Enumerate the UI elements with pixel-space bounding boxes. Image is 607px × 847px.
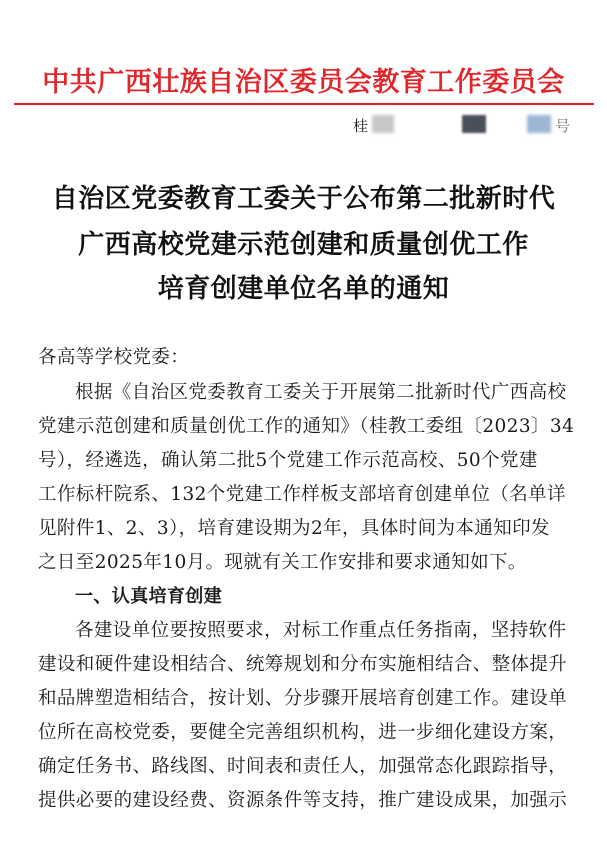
paragraph-line: 和品牌塑造相结合，按计划、分步骤开展培育创建工作。建设单 — [38, 688, 568, 709]
document-number — [0, 113, 607, 135]
salutation: 各高等学校党委： — [38, 347, 190, 368]
paragraph-line: 建设和硬件建设相结合、统筹规划和分布实施相结合、整体提升 — [38, 654, 568, 675]
paragraph-line: 工作标杆院系、132个党建工作样板支部培育创建单位（名单详 — [38, 484, 566, 505]
document-number-prefix: 桂 — [353, 117, 369, 135]
document-title-line: 培育创建单位名单的通知 — [157, 274, 450, 304]
paragraph-line: 党建示范创建和质量创优工作的通知》（桂教工委组〔2023〕34 — [38, 416, 575, 437]
redaction-mask — [372, 115, 394, 133]
paragraph-line: 之日至2025年10月。现就有关工作安排和要求通知如下。 — [38, 552, 527, 573]
paragraph-line: 确定任务书、路线图、时间表和责任人，加强常态化跟踪指导， — [38, 756, 568, 777]
redaction-mask — [527, 115, 551, 133]
document-title-line: 自治区党委教育工委关于公布第二批新时代 — [51, 184, 556, 214]
document-number-suffix: 号 — [555, 117, 571, 135]
section-heading: 一、认真培育创建 — [75, 586, 223, 607]
paragraph-line: 见附件1、2、3），培育建设期为2年，具体时间为本通知印发 — [38, 518, 550, 539]
paragraph-line: 根据《自治区党委教育工委关于开展第二批新时代广西高校 — [75, 382, 567, 403]
paragraph-line: 位所在高校党委，要健全完善组织机构，进一步细化建设方案， — [38, 722, 568, 743]
paragraph-line: 号），经遴选，确认第二批5个党建工作示范高校、50个党建 — [38, 450, 538, 471]
red-header-rule — [14, 103, 594, 105]
redaction-mask — [462, 115, 486, 133]
document-title-line: 广西高校党建示范创建和质量创优工作 — [78, 230, 529, 260]
paragraph-line: 各建设单位要按照要求，对标工作重点任务指南，坚持软件 — [75, 620, 567, 641]
issuing-organization-title: 中共广西壮族自治区委员会教育工作委员会 — [42, 67, 565, 98]
paragraph-line: 提供必要的建设经费、资源条件等支持，推广建设成果，加强示 — [38, 790, 568, 811]
